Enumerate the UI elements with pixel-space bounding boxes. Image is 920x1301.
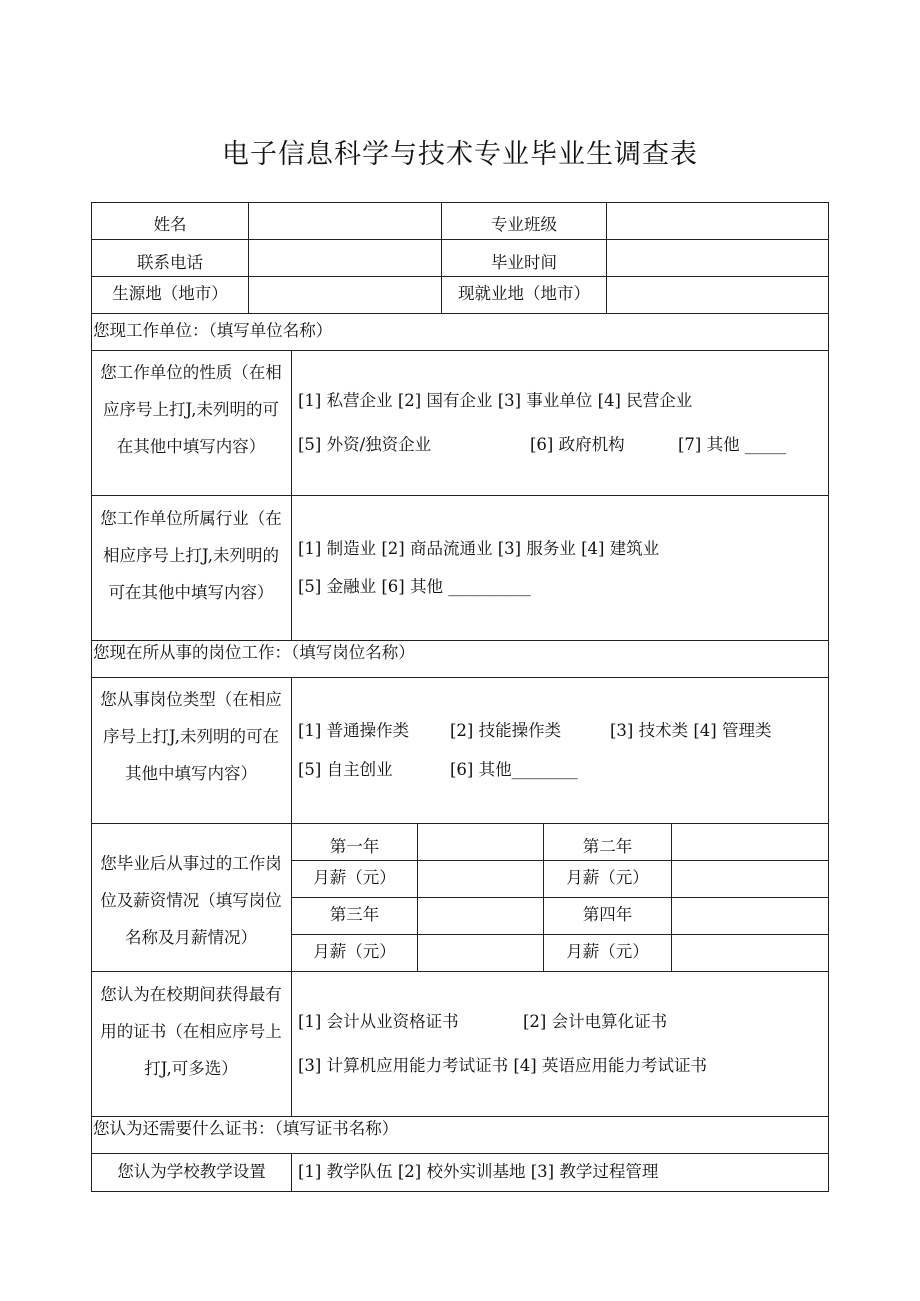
- certs-option-2: [2] 会计电算化证书: [523, 1012, 668, 1031]
- salary-monthly-1: 月薪（元）: [313, 868, 396, 887]
- job-type-option-34: [3] 技术类 [4] 管理类: [610, 721, 772, 740]
- salary-monthly-2: 月薪（元）: [566, 868, 649, 887]
- job-type-option-2: [2] 技能操作类: [450, 721, 562, 740]
- salary-year3: 第三年: [329, 905, 380, 924]
- industry-options-row2: [5] 金融业 [6] 其他 __________: [298, 577, 531, 596]
- salary-question: 您毕业后从事过的工作岗位及薪资情况（填写岗位名称及月薪情况）: [100, 854, 282, 947]
- nature-option-5: [5] 外资/独资企业: [298, 435, 432, 454]
- job-type-option-5: [5] 自主创业: [298, 760, 393, 779]
- label-work-city: 现就业地（地市）: [458, 284, 590, 303]
- nature-option-7: [7] 其他 _____: [678, 435, 787, 454]
- job-type-question: 您从事岗位类型（在相应序号上打J,未列明的可在其他中填写内容）: [100, 690, 282, 783]
- label-class: 专业班级: [491, 215, 557, 234]
- industry-options-row1: [1] 制造业 [2] 商品流通业 [3] 服务业 [4] 建筑业: [298, 539, 660, 558]
- salary-year1: 第一年: [329, 837, 380, 856]
- certs-options-row2: [3] 计算机应用能力考试证书 [4] 英语应用能力考试证书: [298, 1056, 707, 1075]
- label-phone: 联系电话: [137, 253, 203, 272]
- job-type-option-6: [6] 其他________: [450, 760, 578, 779]
- employer-unit-label: 您现工作单位：（填写单位名称）: [93, 321, 333, 340]
- nature-question: 您工作单位的性质（在相应序号上打J,未列明的可在其他中填写内容）: [100, 363, 282, 456]
- page-title: 电子信息科学与技术专业毕业生调查表: [222, 139, 698, 170]
- label-name: 姓名: [153, 215, 187, 234]
- salary-year2: 第二年: [582, 837, 633, 856]
- certs-question: 您认为在校期间获得最有用的证书（在相应序号上打J,可多选）: [100, 985, 282, 1078]
- job-type-option-1: [1] 普通操作类: [298, 721, 410, 740]
- industry-question: 您工作单位所属行业（在相应序号上打J,未列明的可在其他中填写内容）: [100, 509, 282, 602]
- salary-year4: 第四年: [582, 905, 633, 924]
- salary-monthly-3: 月薪（元）: [313, 942, 396, 961]
- nature-options-row1: [1] 私营企业 [2] 国有企业 [3] 事业单位 [4] 民营企业: [298, 391, 693, 410]
- certs-option-1: [1] 会计从业资格证书: [298, 1012, 459, 1031]
- nature-option-6: [6] 政府机构: [530, 435, 625, 454]
- teaching-options: [1] 教学队伍 [2] 校外实训基地 [3] 教学过程管理: [298, 1162, 659, 1181]
- teaching-question: 您认为学校教学设置: [117, 1162, 266, 1181]
- certs-needed-label: 您认为还需要什么证书：（填写证书名称）: [93, 1119, 399, 1138]
- salary-monthly-4: 月薪（元）: [566, 942, 649, 961]
- label-grad-time: 毕业时间: [491, 253, 557, 272]
- label-origin: 生源地（地市）: [112, 284, 228, 303]
- position-label: 您现在所从事的岗位工作：（填写岗位名称）: [93, 643, 415, 662]
